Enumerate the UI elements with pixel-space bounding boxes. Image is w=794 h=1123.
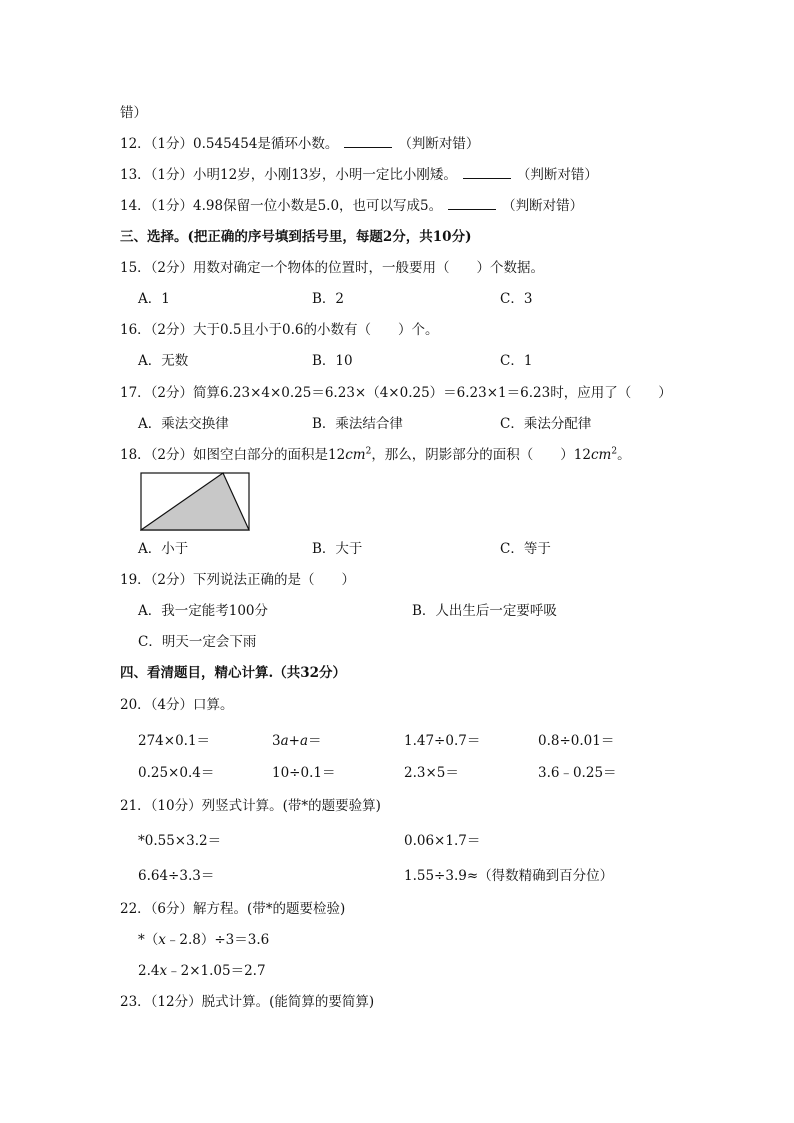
q21-item: *0.55×3.2＝ [138,833,222,849]
q20-stem: 20．（4分）口算。 [120,697,234,713]
q16-option-c[interactable]: C．1 [500,353,533,369]
q22-equation-2: 2.4x﹣2×1.05＝2.7 [138,963,266,979]
q18-option-b[interactable]: B．大于 [312,541,363,557]
q20-item: 3.6﹣0.25＝ [538,765,617,781]
q16-option-a[interactable]: A．无数 [138,353,189,369]
q15-stem: 15．（2分）用数对确定一个物体的位置时，一般要用（ ）个数据。 [120,260,545,276]
q16-option-b[interactable]: B．10 [312,353,353,369]
q15-option-c[interactable]: C．3 [500,291,533,307]
q12-answer-blank[interactable] [344,135,392,148]
q20-item: 3a+a＝ [272,733,322,749]
q21-item: 6.64÷3.3＝ [138,868,215,884]
q11-tail: 错） [120,105,147,121]
q16-stem: 16．（2分）大于0.5且小于0.6的小数有（ ）个。 [120,322,439,338]
q17-option-b[interactable]: B．乘法结合律 [312,416,403,432]
q12-stem: 12．（1分）0.545454是循环小数。 [120,136,339,152]
q14-stem: 14．（1分）4.98保留一位小数是5.0，也可以写成5。 [120,198,443,214]
q17-stem: 17．（2分）简算6.23×4×0.25＝6.23×（4×0.25）＝6.23×1＝6.23时，应用了（ ） [120,385,672,401]
q22-stem: 22．（6分）解方程。(带*的题要检验) [120,901,346,917]
q20-item: 0.25×0.4＝ [138,765,215,781]
q20-item: 0.8÷0.01＝ [538,733,615,749]
q21-stem: 21．（10分）列竖式计算。(带*的题要验算) [120,798,381,814]
q15-option-b[interactable]: B．2 [312,291,345,307]
q18-option-a[interactable]: A．小于 [138,541,189,557]
q19-option-c[interactable]: C．明天一定会下雨 [138,634,257,650]
q19-option-b[interactable]: B．人出生后一定要呼吸 [412,603,557,619]
q21-item: 0.06×1.7＝ [404,833,481,849]
q14-answer-blank[interactable] [448,197,496,210]
q18-stem-part2: ，那么，阴影部分的面积（ ）12 [371,447,591,463]
q17-option-c[interactable]: C．乘法分配律 [500,416,592,432]
q13-answer-blank[interactable] [463,166,511,179]
q23-stem: 23．（12分）脱式计算。(能简算的要简算) [120,994,375,1010]
q20-item: 10÷0.1＝ [272,765,336,781]
q18-figure [140,472,252,532]
q18-option-c[interactable]: C．等于 [500,541,551,557]
q18-stem-end: 。 [617,447,631,463]
q18-unit-2: cm [591,447,612,463]
q12-suffix: （判断对错） [398,136,480,152]
q17-option-a[interactable]: A．乘法交换律 [138,416,229,432]
q13-stem: 13．（1分）小明12岁，小刚13岁，小明一定比小刚矮。 [120,167,457,183]
q20-item: 1.47÷0.7＝ [404,733,481,749]
q13-suffix: （判断对错） [516,167,598,183]
q21-item: 1.55÷3.9≈（得数精确到百分位） [404,868,614,884]
question-12 [120,135,479,153]
q18-stem-part1: 18．（2分）如图空白部分的面积是12 [120,447,346,463]
section-4-heading: 四、看清题目，精心计算.（共32分） [120,665,346,681]
question-13 [120,166,598,184]
q22-equation-1: *（x﹣2.8）÷3＝3.6 [138,932,270,948]
q19-option-a[interactable]: A．我一定能考100分 [138,603,269,619]
q18-unit-1: cm [345,447,366,463]
section-3-heading: 三、选择。(把正确的序号填到括号里，每题2分，共10分) [120,229,472,245]
q15-option-a[interactable]: A．1 [138,291,170,307]
q20-item: 274×0.1＝ [138,733,211,749]
q14-suffix: （判断对错） [502,198,584,214]
question-14 [120,197,583,215]
q18-stem: 18．（2分）如图空白部分的面积是$12cm^2$，那么，阴影部分的面积（ ）$12cm^2$。 [120,446,631,463]
q20-item: 2.3×5＝ [404,765,459,781]
q19-stem: 19．（2分）下列说法正确的是（ ） [120,572,356,588]
